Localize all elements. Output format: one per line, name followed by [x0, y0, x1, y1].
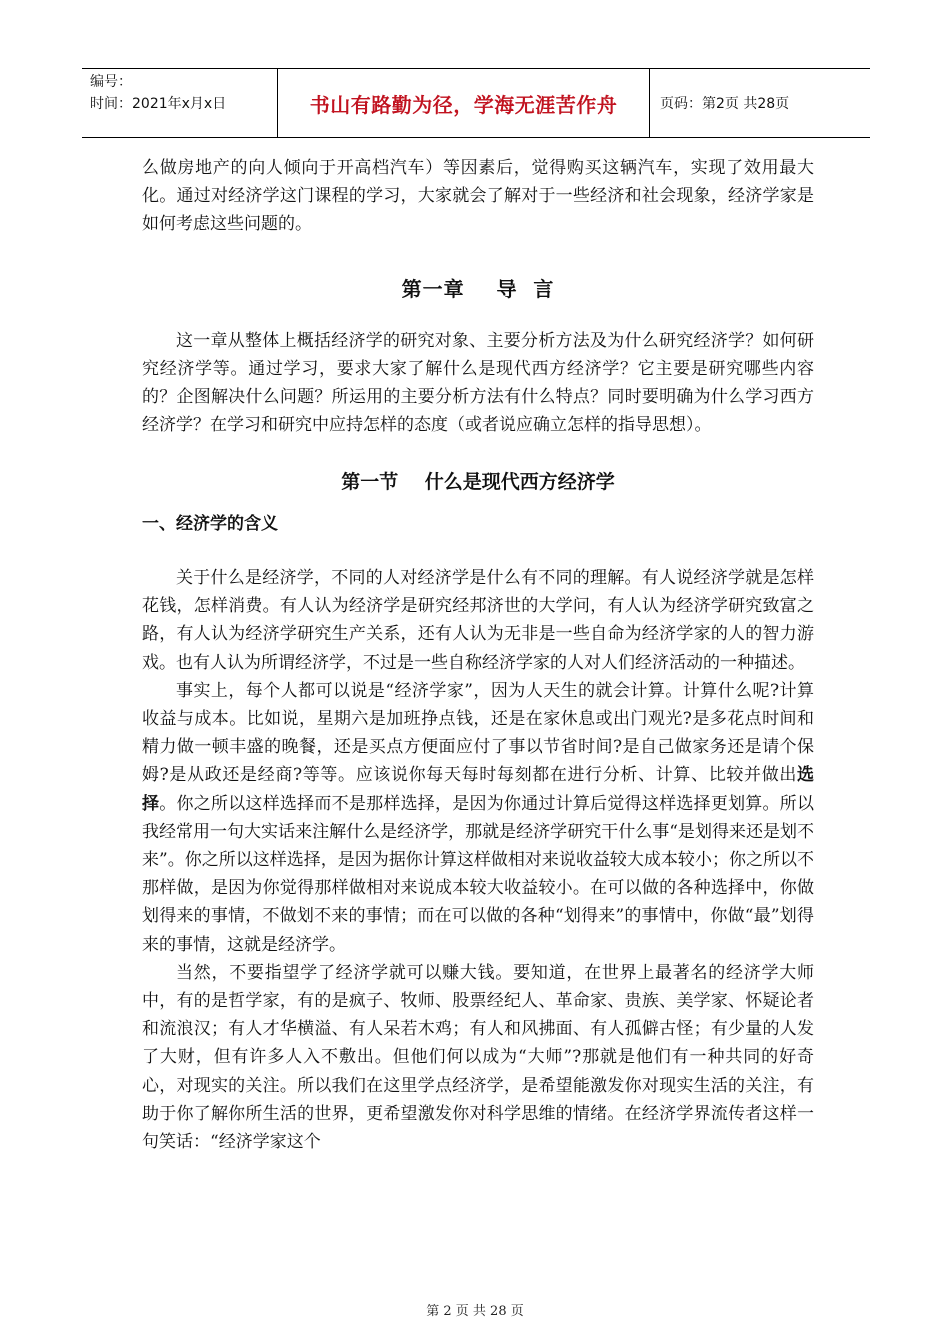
- paragraph-masters: 当然，不要指望学了经济学就可以赚大钱。要知道，在世界上最著名的经济学大师中，有的是哲学家，有的是疯子、牧师、股票经纪人、革命家、贵族、美学家、怀疑论者和流浪汉；有人才华横溢、有人呆若木鸡；有人和风拂面、有人孤僻古怪；有少量的人发了大财，但有许多人入不敷出。但他们何以成为“大师”?那就是他们有一种共同的好奇心，对现实的关注。所以我们在这里学点经济学，是希望能激发你对现实生活的关注，有助于你了解你所生活的世界，更希望激发你对科学思维的情绪。在经济学界流传者这样一句笑话：“经济学家这个: [142, 962, 814, 1153]
- document-number-label: 编号：: [90, 74, 132, 90]
- header-motto: 书山有路勤为径，学海无涯苦作舟: [278, 69, 650, 137]
- subheading-economics-meaning: 一、经济学的含义: [142, 513, 278, 534]
- section-title: 第一节 什么是现代西方经济学: [341, 470, 615, 493]
- paragraph-definitions: 关于什么是经济学，不同的人对经济学是什么有不同的理解。有人说经济学就是怎样花钱，怎样消费。有人认为经济学是研究经邦济世的大学问，有人认为经济学研究致富之路，有人认为经济学研究生产关系，还有人认为无非是一些自命为经济学家的人的智力游戏。也有人认为所谓经济学，不过是一些自称经济学家的人对人们经济活动的一种描述。: [142, 568, 814, 673]
- paragraph-everyone-economist: [142, 677, 814, 959]
- emphasis-choice: 选择: [142, 765, 814, 814]
- header-meta: [82, 69, 278, 137]
- intro-paragraph: 么做房地产的向人倾向于开高档汽车）等因素后，觉得购买这辆汽车，实现了效用最大化。通过对经济学这门课程的学习，大家就会了解对于一些经济和社会现象，经济学家是如何考虑这些问题的。: [142, 158, 814, 235]
- chapter-title: 第一章 导 言: [401, 276, 555, 301]
- document-date: 时间：2021年x月x日: [90, 96, 227, 112]
- page-footer: 第 2 页 共 28 页: [426, 1304, 524, 1319]
- paragraph-part-b: 。你之所以这样选择而不是那样选择，是因为你通过计算后觉得这样选择更划算。所以我经常用一句大实话来注解什么是经济学，那就是经济学研究干什么事“是划得来还是划不来”。你之所以这样选择，是因为据你计算这样做相对来说收益较大成本较小；你之所以不那样做，是因为你觉得那样做相对来说成本较大收益较小。在可以做的各种选择中，你做划得来的事情，不做划不来的事情；而在可以做的各种“划得来”的事情中，你做“最”划得来的事情，这就是经济学。: [142, 793, 815, 955]
- chapter-overview-paragraph: 这一章从整体上概括经济学的研究对象、主要分析方法及为什么研究经济学？如何研究经济学等。通过学习，要求大家了解什么是现代西方经济学？它主要是研究哪些内容的？企图解决什么问题？所运用的主要分析方法有什么特点？同时要明确为什么学习西方经济学？在学习和研究中应持怎样的态度（或者说应确立怎样的指导思想）。: [142, 330, 814, 436]
- page-header: [82, 68, 870, 138]
- header-page-info: 页码：第2页 共28页: [660, 96, 790, 112]
- document-body: [142, 154, 814, 1156]
- paragraph-part-a: 事实上，每个人都可以说是“经济学家”，因为人天生的就会计算。计算什么呢?计算收益与成本。比如说，星期六是加班挣点钱，还是在家休息或出门观光?是多花点时间和精力做一顿丰盛的晚餐，还是买点方便面应付了事以节省时间?是自己做家务还是请个保姆?是从政还是经商?等等。应该说你每天每时每刻都在进行分析、计算、比较并做出: [142, 680, 814, 786]
